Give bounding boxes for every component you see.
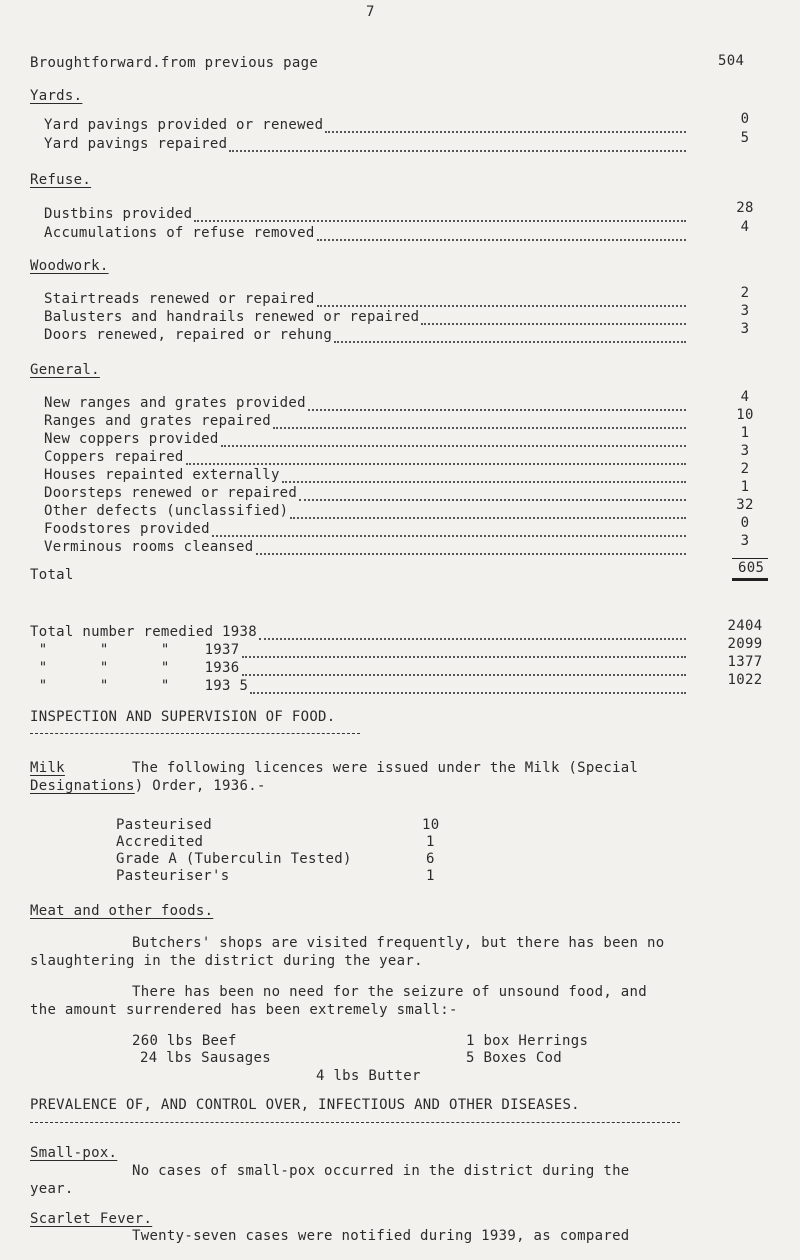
remedied-row-leader [259,638,686,640]
milk-order: ) Order, 1936.- [134,778,266,794]
woodwork-row-value: 2 [740,285,750,301]
general-row-value: 32 [736,497,754,513]
smallpox-line-2: year. [30,1181,74,1197]
general-row-value: 4 [740,389,750,405]
surrendered-cod: 5 Boxes Cod [466,1050,563,1066]
general-row-label: Foodstores provided [44,521,210,537]
general-row-leader [273,427,686,429]
prevalence-heading-rule [30,1122,680,1123]
scarlet-fever-heading: Scarlet Fever. [30,1211,153,1227]
general-row-leader [256,553,686,555]
remedied-row-value: 1022 [727,672,763,688]
refuse-row-leader [317,239,686,241]
meat-para-2-line-2: the amount surrendered has been extremely small:- [30,1002,458,1018]
remedied-row-value: 2404 [727,618,763,634]
licence-value-pasteurised: 10 [422,817,440,833]
remedied-row-value: 1377 [727,654,763,670]
licence-value-accredited: 1 [426,834,435,850]
refuse-row-value: 28 [736,200,754,216]
general-row-leader [308,409,686,411]
refuse-row-leader [194,220,686,222]
general-row-value: 1 [740,479,750,495]
licence-value-grade-a: 6 [426,851,435,867]
licence-label-pasteurisers: Pasteuriser's [116,868,230,884]
total-rule-bottom [732,578,768,581]
general-row-leader [299,499,686,501]
remedied-row-leader [242,656,686,658]
inspection-heading-rule [30,733,360,734]
milk-designations: Designations [30,778,135,794]
meat-para-2-line-1: There has been no need for the seizure of unsound food, and [132,984,647,1000]
general-row-label: Doorsteps renewed or repaired [44,485,298,501]
remedied-row-label: " " " 193 5 [30,678,249,694]
remedied-row-label: " " " 1936 [30,660,240,676]
section-heading-refuse: Refuse. [30,172,92,188]
general-row-leader [186,463,686,465]
section-heading-yards: Yards. [30,88,83,104]
general-row-leader [212,535,686,537]
meat-heading: Meat and other foods. [30,903,214,919]
inspection-heading: INSPECTION AND SUPERVISION OF FOOD. [30,709,336,725]
general-row-value: 10 [736,407,754,423]
remedied-row-leader [242,674,686,676]
surrendered-sausages: 24 lbs Sausages [140,1050,271,1066]
section-heading-woodwork: Woodwork. [30,258,109,274]
yards-row-leader [325,131,686,133]
total-value: 605 [738,560,765,576]
general-row-label: Verminous rooms cleansed [44,539,254,555]
milk-line-1: The following licences were issued under the Milk (Special [132,760,639,776]
licence-label-grade-a: Grade A (Tuberculin Tested) [116,851,352,867]
page-number: 7 [366,4,375,20]
scarlet-fever-line-1: Twenty-seven cases were notified during 1939, as compared [132,1228,630,1244]
woodwork-row-label: Doors renewed, repaired or rehung [44,327,333,343]
total-label: Total [30,567,74,583]
remedied-row-leader [250,692,686,694]
meat-para-1-line-2: slaughtering in the district during the year. [30,953,423,969]
yards-row-value: 5 [740,130,750,146]
section-heading-general: General. [30,362,100,378]
smallpox-line-1: No cases of small-pox occurred in the district during the [132,1163,630,1179]
woodwork-row-leader [334,341,686,343]
general-row-label: Ranges and grates repaired [44,413,271,429]
general-row-leader [290,517,686,519]
woodwork-row-leader [421,323,686,325]
refuse-row-label: Dustbins provided [44,206,193,222]
general-row-value: 0 [740,515,750,531]
yards-row-value: 0 [740,111,750,127]
remedied-row-label: Total number remedied 1938 [30,624,257,640]
general-row-label: New ranges and grates provided [44,395,306,411]
woodwork-row-value: 3 [740,321,750,337]
general-row-value: 2 [740,461,750,477]
surrendered-butter: 4 lbs Butter [316,1068,421,1084]
woodwork-row-label: Stairtreads renewed or repaired [44,291,315,307]
licence-value-pasteurisers: 1 [426,868,435,884]
woodwork-row-label: Balusters and handrails renewed or repaired [44,309,420,325]
yards-row-label: Yard pavings provided or renewed [44,117,324,133]
refuse-row-value: 4 [740,219,750,235]
smallpox-heading: Small-pox. [30,1145,118,1161]
refuse-row-label: Accumulations of refuse removed [44,225,315,241]
prevalence-heading: PREVALENCE OF, AND CONTROL OVER, INFECTIOUS AND OTHER DISEASES. [30,1097,580,1113]
general-row-label: Houses repainted externally [44,467,280,483]
licence-label-accredited: Accredited [116,834,204,850]
general-row-value: 1 [740,425,750,441]
milk-line-2 [30,778,266,794]
general-row-value: 3 [740,443,750,459]
general-row-leader [221,445,686,447]
brought-forward-value: 504 [718,53,745,69]
general-row-label: Coppers repaired [44,449,184,465]
brought-forward-label: Broughtforward.from previous page [30,55,319,71]
general-row-label: New coppers provided [44,431,219,447]
yards-row-leader [229,150,686,152]
general-row-leader [282,481,686,483]
yards-row-label: Yard pavings repaired [44,136,228,152]
general-row-value: 3 [740,533,750,549]
general-row-label: Other defects (unclassified) [44,503,289,519]
meat-para-1-line-1: Butchers' shops are visited frequently, but there has been no [132,935,665,951]
remedied-row-value: 2099 [727,636,763,652]
woodwork-row-leader [317,305,686,307]
total-rule-top [732,558,768,559]
remedied-row-label: " " " 1937 [30,642,240,658]
surrendered-beef: 260 lbs Beef [132,1033,237,1049]
woodwork-row-value: 3 [740,303,750,319]
surrendered-herrings: 1 box Herrings [466,1033,589,1049]
licence-label-pasteurised: Pasteurised [116,817,213,833]
milk-label: Milk [30,760,65,776]
